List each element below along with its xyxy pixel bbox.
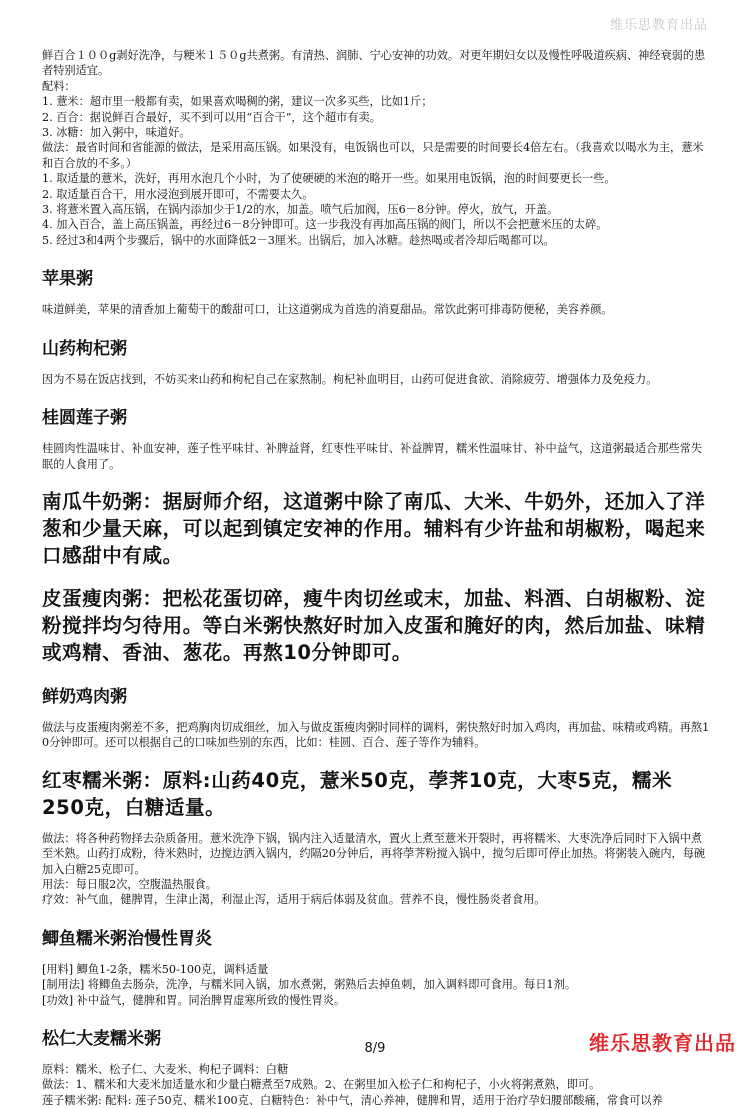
paragraph-line: 2. 百合：据说鲜百合最好，买不到可以用“百合干”，这个超市有卖。: [42, 110, 381, 124]
longan-lotus-porridge-text: 桂圆肉性温味甘、补血安神，莲子性平味甘、补脾益肾，红枣性平味甘、补益脾胃，糯米性温味甘、补中益气，这道粥最适合那些常失眠的人食用了。: [42, 442, 703, 471]
jujube-rice-porridge-heading: 红枣糯米粥：原料:山药40克，薏米50克，荸荠10克，大枣5克，糯米250克，白糖适量。: [42, 768, 673, 819]
paragraph-line: [用料] 鲫鱼1-2条，糯米50-100克，调料适量: [42, 962, 269, 976]
paragraph-line: 做法：1、糯米和大麦米加适量水和少量白糖煮至7成熟。2、在粥里加入松子仁和枸杞子，小火将粥煮熟，即可。: [42, 1078, 601, 1092]
carp-rice-porridge-heading: 鲫鱼糯米粥治慢性胃炎: [42, 928, 212, 949]
paragraph-line: 5. 经过3和4两个步骤后，锅中的水面降低2－3厘米。出锅后，加入冰糖。趁热喝或者冷却后喝都可以。: [42, 233, 555, 247]
paragraph-line: 1. 取适量的薏米，洗好，再用水泡几个小时，为了使硬硬的米泡的略开一些。如果用电饭锅，泡的时间要更长一些。: [42, 172, 616, 186]
paragraph-line: 3. 冰糖：加入粥中，味道好。: [42, 126, 191, 140]
paragraph-line: [制用法] 将鲫鱼去肠杂，洗净，与糯米同入锅，加水煮粥，粥熟后去掉鱼刺，加入调料即可食用。每日1剂。: [42, 978, 577, 992]
apple-porridge-heading: 苹果粥: [42, 269, 93, 290]
paragraph-line: 原料：糯米、松子仁、大麦米、枸杞子调料：白糖: [42, 1062, 289, 1076]
paragraph-line: 做法：最省时间和省能源的做法，是采用高压锅。如果没有，电饭锅也可以，只是需要的时间要长4倍左右。（我喜欢以喝水为主，薏米和百合放的不多。）: [42, 141, 704, 170]
lily-porridge-section: [42, 48, 710, 248]
longan-lotus-porridge-heading: 桂圆莲子粥: [42, 408, 127, 429]
paragraph-line: 4. 加入百合，盖上高压锅盖，再经过6－8分钟即可。这一步我没有再加高压锅的阀门，所以不会把薏米压的太碎。: [42, 218, 608, 232]
pumpkin-milk-porridge-paragraph: 南瓜牛奶粥：据厨师介绍，这道粥中除了南瓜、大米、牛奶外，还加入了洋葱和少量天麻，可以起到镇定安神的作用。辅料有少许盐和胡椒粉，喝起来口感甜中有咸。: [42, 489, 706, 567]
paragraph-line: 用法：每日服2次，空腹温热服食。: [42, 877, 217, 891]
document-body: [42, 48, 710, 1108]
footer-watermark: 维乐思教育出品: [589, 1031, 736, 1055]
milk-chicken-porridge-heading: 鲜奶鸡肉粥: [42, 686, 127, 707]
yam-goji-porridge-heading: 山药枸杞粥: [42, 338, 127, 359]
paragraph-line: 配料：: [42, 79, 76, 93]
paragraph-line: 3. 将薏米置入高压锅，在锅内添加少于1/2的水，加盖。喷气后加阀，压6－8分钟。停火，放气，开盖。: [42, 203, 559, 217]
paragraph-line: 2. 取适量百合干，用水浸泡到展开即可，不需要太久。: [42, 187, 314, 201]
paragraph-line: 1. 薏米：超市里一般都有卖，如果喜欢喝稠的粥，建议一次多买些，比如1斤；: [42, 95, 433, 109]
paragraph-line: [功效] 补中益气，健脾和胃。同治脾胃虚寒所致的慢性胃炎。: [42, 993, 346, 1007]
apple-porridge-text: 味道鲜美，苹果的清香加上葡萄干的酸甜可口，让这道粥成为首选的消夏甜品。常饮此粥可排毒防便秘，美容养颜。: [42, 303, 613, 317]
milk-chicken-porridge-text: 做法与皮蛋瘦肉粥差不多，把鸡胸肉切成细丝，加入与做皮蛋瘦肉粥时同样的调料，粥快熬好时加入鸡肉，再加盐、味精或鸡精。再熬10分钟即可。还可以根据自己的口味加些别的东西，比如：桂圆、百合、莲子等作为辅料。: [42, 720, 710, 750]
yam-goji-porridge-text: 因为不易在饭店找到，不妨买来山药和枸杞自己在家熬制。枸杞补血明目，山药可促进食欲、消除疲劳、增强体力及免疫力。: [42, 372, 658, 386]
paragraph-line: 莲子糯米粥: 配料: 莲子50克、糯米100克、白糖特色：补中气，清心养神，健脾和胃，适用于治疗孕妇腰部酸痛，常食可以养: [42, 1093, 663, 1107]
paragraph-line: 鲜百合１００g剥好洗净，与粳米１５０g共煮粥。有清热、润肺、宁心安神的功效。对更年期妇女以及慢性呼吸道疾病、神经衰弱的患者特别适宜。: [42, 49, 706, 78]
pine-nut-barley-porridge-heading: 松仁大麦糯米粥: [42, 1028, 161, 1049]
paragraph-line: 做法：将各种药物择去杂质备用。薏米洗净下锅，锅内注入适量清水，置火上煮至薏米开裂时，再将糯米、大枣洗净后同时下入锅中煮至米熟。山药打成粉，待米熟时，边搅边洒入锅内，约隔20分钟后，再将荸荠粉搅入锅中，搅匀后即可停止加热。将粥装入碗内，每碗加入白糖25克即可。: [42, 831, 706, 876]
century-egg-pork-porridge-paragraph: 皮蛋瘦肉粥：把松花蛋切碎，瘦牛肉切丝或末，加盐、料酒、白胡椒粉、淀粉搅拌均匀待用。等白米粥快熬好时加入皮蛋和腌好的肉，然后加盐、味精或鸡精、香油、葱花。再熬10分钟即可。: [42, 586, 706, 664]
page-number: 8/9: [364, 1041, 386, 1056]
paragraph-line: 疗效：补气血，健脾胃，生津止渴，利湿止泻，适用于病后体弱及贫血。营养不良，慢性肠炎者食用。: [42, 893, 546, 907]
header-watermark: 维乐思教育出品: [609, 18, 708, 33]
